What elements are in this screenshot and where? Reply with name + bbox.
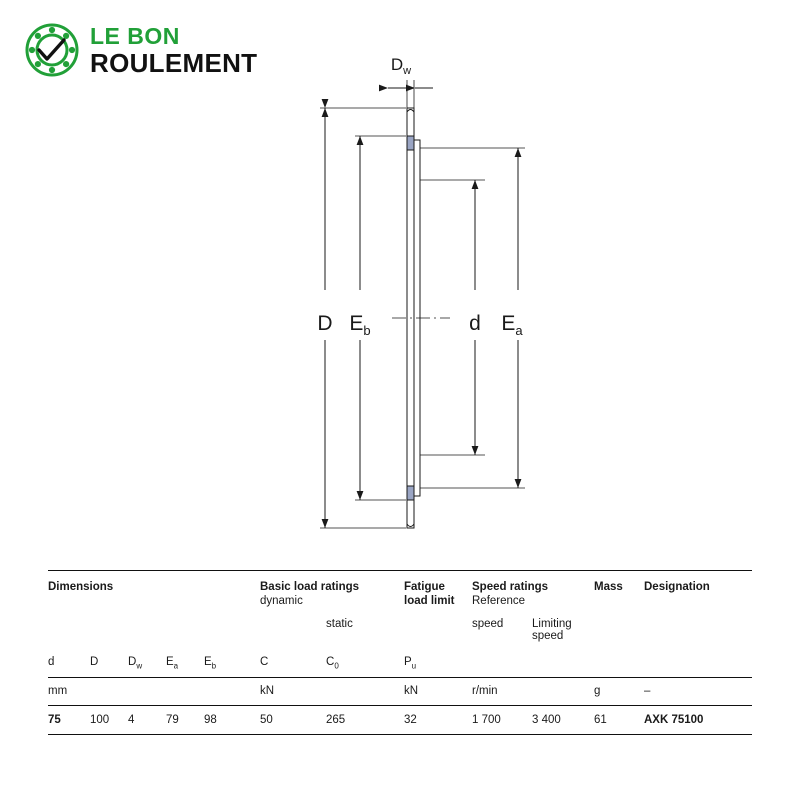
unit-rmin: r/min [472,677,594,705]
header-reference-speed-2: speed [472,617,504,630]
header-dynamic: dynamic [260,595,303,608]
bearing-spec-table [48,570,752,735]
bearing-technical-drawing [280,40,580,550]
symbol-Eb-sub: b [211,661,217,671]
table-units-row [48,677,752,705]
value-Pu: 32 [404,705,472,734]
value-Ea: 79 [166,705,204,734]
unit-kn-fatigue: kN [404,677,472,705]
symbol-C0-sub: 0 [334,661,339,671]
value-Eb: 98 [204,705,260,734]
value-mass: 61 [594,705,644,734]
symbol-Ea-sub: a [173,661,179,671]
brand-line-2: ROULEMENT [90,47,258,78]
header-fatigue [404,571,472,618]
symbol-Pu-sub: u [411,661,417,671]
bearing-logo-icon [24,22,80,78]
symbol-Ea-base: E [166,655,174,668]
symbol-Eb [204,648,260,678]
symbol-Dw [128,648,166,678]
value-limiting-speed: 3 400 [532,705,594,734]
symbol-C: C [260,655,269,668]
header-speed-ratings-label: Speed ratings [472,581,549,593]
svg-text:Dw: $D_w$ [390,55,412,77]
symbol-designation [644,648,752,678]
svg-text:Eb: $E_b$ [349,312,371,338]
svg-text:D: D [317,312,333,335]
header-basic-load-ratings [260,571,404,618]
svg-text:Ea: $E_a$ [501,312,523,338]
header-reference-speed: Reference [472,595,526,608]
symbol-Eb-base: E [204,655,212,668]
header-designation: Designation [644,571,752,618]
brand-line-1: LE BON [90,22,180,49]
symbol-Dw-base: D [128,655,137,668]
symbol-C0-base: C [326,655,335,668]
header-speed-ratings [472,571,594,618]
header-limiting-label: Limiting [532,617,572,630]
value-Dw: 4 [128,705,166,734]
value-D: 100 [90,705,128,734]
symbol-d: d [48,655,55,668]
value-d: 75 [48,705,90,734]
header-basic-load-ratings-label: Basic load ratings [260,581,360,593]
table-symbol-row [48,648,752,678]
value-C0: 265 [326,705,404,734]
svg-text:d: d [469,312,481,335]
symbol-Dw-sub: w [136,661,143,671]
table-bottom-rule [48,734,752,735]
symbol-Pu-base: P [404,655,412,668]
header-dimensions: Dimensions [48,571,260,618]
header-static: static [326,617,353,630]
unit-mm: mm [48,677,260,705]
unit-designation-dash: – [644,677,752,705]
value-reference-speed: 1 700 [472,705,532,734]
header-limiting-label-2: speed [532,629,564,642]
symbol-limiting-speed [532,648,594,678]
header-mass: Mass [594,571,644,618]
header-limiting-speed [532,618,594,648]
table-row [48,705,752,734]
unit-g: g [594,677,644,705]
value-C: 50 [260,705,326,734]
value-designation: AXK 75100 [644,705,752,734]
brand-logo-text [90,22,258,78]
brand-logo [24,22,257,78]
symbol-Pu [404,648,472,678]
symbol-mass [594,648,644,678]
symbol-D: D [90,655,99,668]
symbol-Ea [166,648,204,678]
symbol-reference-speed [472,648,532,678]
table-header-row-groups [48,571,752,618]
label-dw: D [390,55,404,74]
header-fatigue-label: Fatigue [404,581,445,593]
symbol-C0 [326,648,404,678]
header-load-limit: load limit [404,595,455,608]
unit-kn-load: kN [260,677,404,705]
